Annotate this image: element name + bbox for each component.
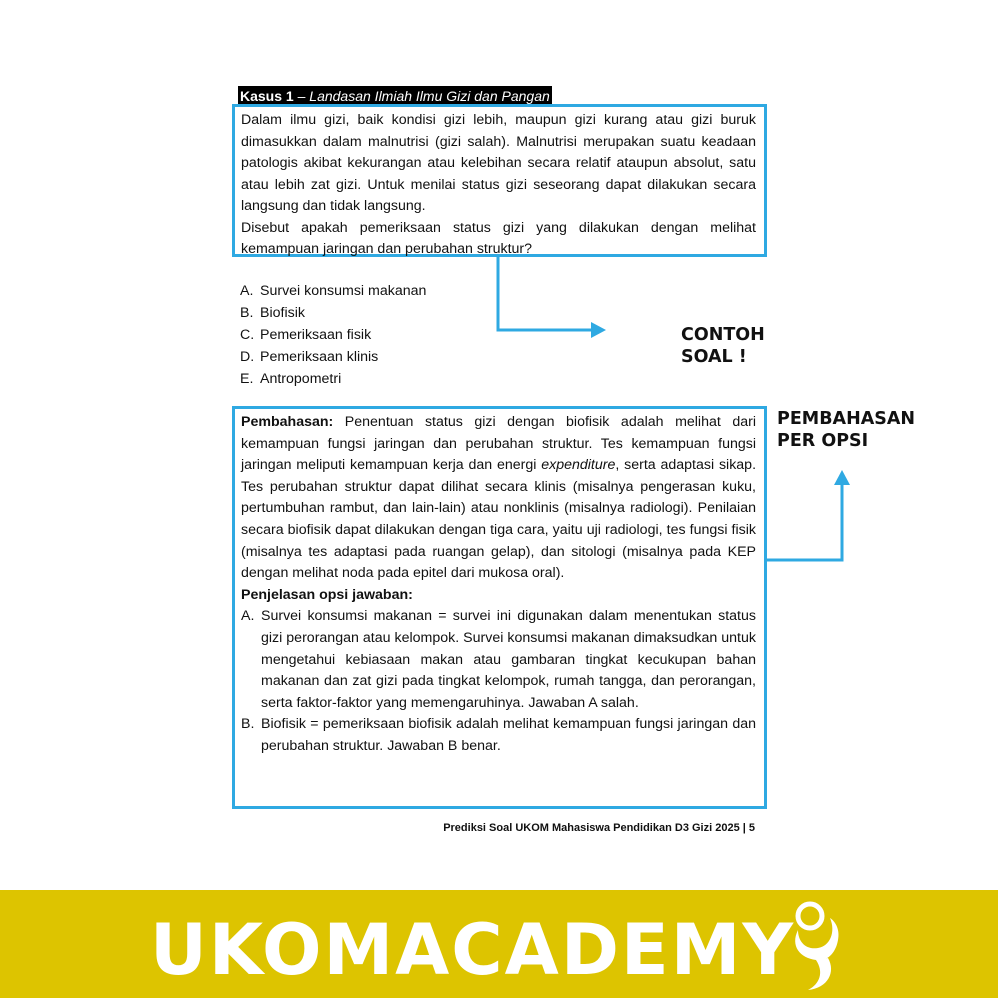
answer-explanation-b: B. Biofisik = pemeriksaan biofisik adalah melihat kemampuan fungsi jaringan dan perubahan struktur. Jawaban B benar.	[241, 716, 756, 754]
page-footer: Prediksi Soal UKOM Mahasiswa Pendidikan D3 Gizi 2025 | 5	[443, 822, 755, 834]
option-d: D. Pemeriksaan klinis	[240, 349, 379, 365]
discussion-paragraph: Pembahasan: Penentuan status gizi dengan biofisik adalah melihat dari kemampuan fungsi jaringan dan perubahan struktur. Tes kemampuan fungsi jaringan meliputi kemampuan kerja dan energi expenditure, serta adaptasi sikap. Tes perubahan struktur dapat dilihat secara klinis (misalnya pengerasan kuku, pertumbuhan rambut, dan lain-lain) atau nonklinis (misalnya radiologi). Penilaian secara biofisik dapat dilakukan dengan tiga cara, yaitu uji radiologi, tes fungsi fisik (misalnya tes adaptasi pada ruangan gelap), dan sitologi (misalnya pada KEP dengan melihat noda pada epitel dari mukosa oral).	[241, 414, 757, 582]
arrow-right-icon	[498, 257, 606, 338]
option-c: C. Pemeriksaan fisik	[240, 327, 372, 343]
options-explanation-heading: Penjelasan opsi jawaban:	[241, 586, 413, 603]
option-a: A. Survei konsumsi makanan	[240, 283, 427, 299]
option-b: B. Biofisik	[240, 305, 305, 321]
academy-figure-icon	[786, 900, 850, 992]
question-paragraph-2: Disebut apakah pemeriksaan status gizi yang dilakukan dengan melihat kemampuan jaringan dan perubahan struktur?	[241, 219, 756, 257]
option-e: E. Antropometri	[240, 371, 342, 387]
pembahasan-per-opsi-label: PEMBAHASAN PER OPSI	[777, 409, 916, 451]
case-topic: Landasan Ilmiah Ilmu Gizi dan Pangan	[309, 88, 550, 104]
answer-explanation-a: A. Survei konsumsi makanan = survei ini digunakan dalam menentukan status gizi perorangan atau kelompok. Survei konsumsi makanan dimaksudkan untuk mengetahui kebiasaan makan atau gambaran tingkat kecukupan bahan makanan dan zat gizi pada tingkat kelompok, rumah tangga, dan perorangan, serta faktor-faktor yang memengaruhinya. Jawaban A salah.	[241, 608, 756, 711]
brand-logo-text: UKOMACADEMY	[150, 909, 796, 991]
question-paragraph-1: Dalam ilmu gizi, baik kondisi gizi lebih, maupun gizi kurang atau gizi buruk dimasukkan dalam malnutrisi (gizi salah). Malnutrisi merupakan suatu keadaan patologis akibat kekurangan atau kelebihan secara relatif ataupun absolut, satu atau lebih zat gizi. Untuk menilai status gizi seseorang dapat dilakukan secara langsung dan tidak langsung.	[241, 112, 756, 214]
case-title: Kasus 1 – Landasan Ilmiah Ilmu Gizi dan Pangan	[240, 88, 550, 104]
contoh-soal-label: CONTOH SOAL !	[681, 325, 765, 367]
arrow-up-icon	[767, 470, 850, 560]
case-number: Kasus 1	[240, 88, 294, 104]
discussion-heading: Pembahasan:	[241, 414, 334, 430]
